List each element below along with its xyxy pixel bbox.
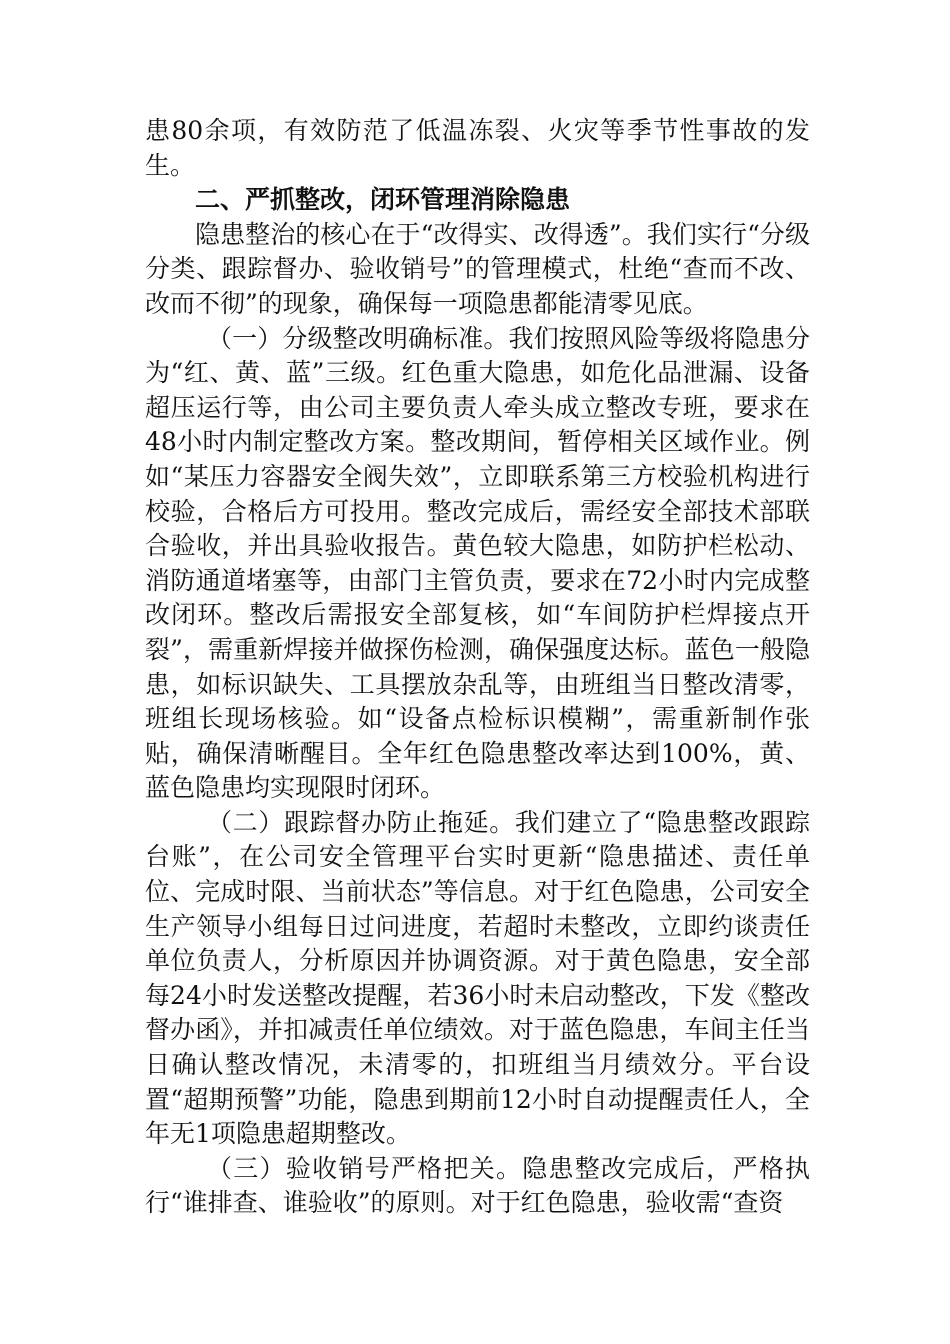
section-heading: 二、严抓整改，闭环管理消除隐患 bbox=[195, 185, 571, 215]
paragraph-subsection-2: （二）跟踪督办防止拖延。我们建立了“隐患整改跟踪台账”，在公司安全管理平台实时更新“隐患描述、责任单位、完成时限、当前状态”等信息。对于红色隐患，公司安全生产领导小组每日过问进度，若超时未整改，立即约谈责任单位负责人，分析原因并协调资源。对于黄色隐患，安全部每24小时发送整改提醒，若36小时未启动整改，下发《整改督办函》，并扣减责任单位绩效。对于蓝色隐患，车间主任当日确认整改情况，未清零的，扣班组当月绩效分。平台设置“超期预警”功能，隐患到期前12小时自动提醒责任人，全年无1项隐患超期整改。 bbox=[145, 807, 810, 1149]
paragraph-subsection-3: （三）验收销号严格把关。隐患整改完成后，严格执行“谁排查、谁验收”的原则。对于红色隐患，验收需“查资 bbox=[145, 1153, 810, 1218]
paragraph-intro: 隐患整治的核心在于“改得实、改得透”。我们实行“分级分类、跟踪督办、验收销号”的管理模式，杜绝“查而不改、改而不彻”的现象，确保每一项隐患都能清零见底。 bbox=[145, 219, 810, 318]
paragraph-continuation: 患80余项，有效防范了低温冻裂、火灾等季节性事故的发生。 bbox=[145, 116, 810, 180]
document-body bbox=[145, 114, 810, 1221]
paragraph-subsection-1: （一）分级整改明确标准。我们按照风险等级将隐患分为“红、黄、蓝”三级。红色重大隐患，如危化品泄漏、设备超压运行等，由公司主要负责人牵头成立整改专班，要求在48小时内制定整改方案。整改期间，暂停相关区域作业。例如“某压力容器安全阀失效”，立即联系第三方校验机构进行校验，合格后方可投用。整改完成后，需经安全部技术部联合验收，并出具验收报告。黄色较大隐患，如防护栏松动、消防通道堵塞等，由部门主管负责，要求在72小时内完成整改闭环。整改后需报安全部复核，如“车间防护栏焊接点开裂”，需重新焊接并做探伤检测，确保强度达标。蓝色一般隐患，如标识缺失、工具摆放杂乱等，由班组当日整改清零，班组长现场核验。如“设备点检标识模糊”，需重新制作张贴，确保清晰醒目。全年红色隐患整改率达到100%，黄、蓝色隐患均实现限时闭环。 bbox=[145, 323, 810, 803]
